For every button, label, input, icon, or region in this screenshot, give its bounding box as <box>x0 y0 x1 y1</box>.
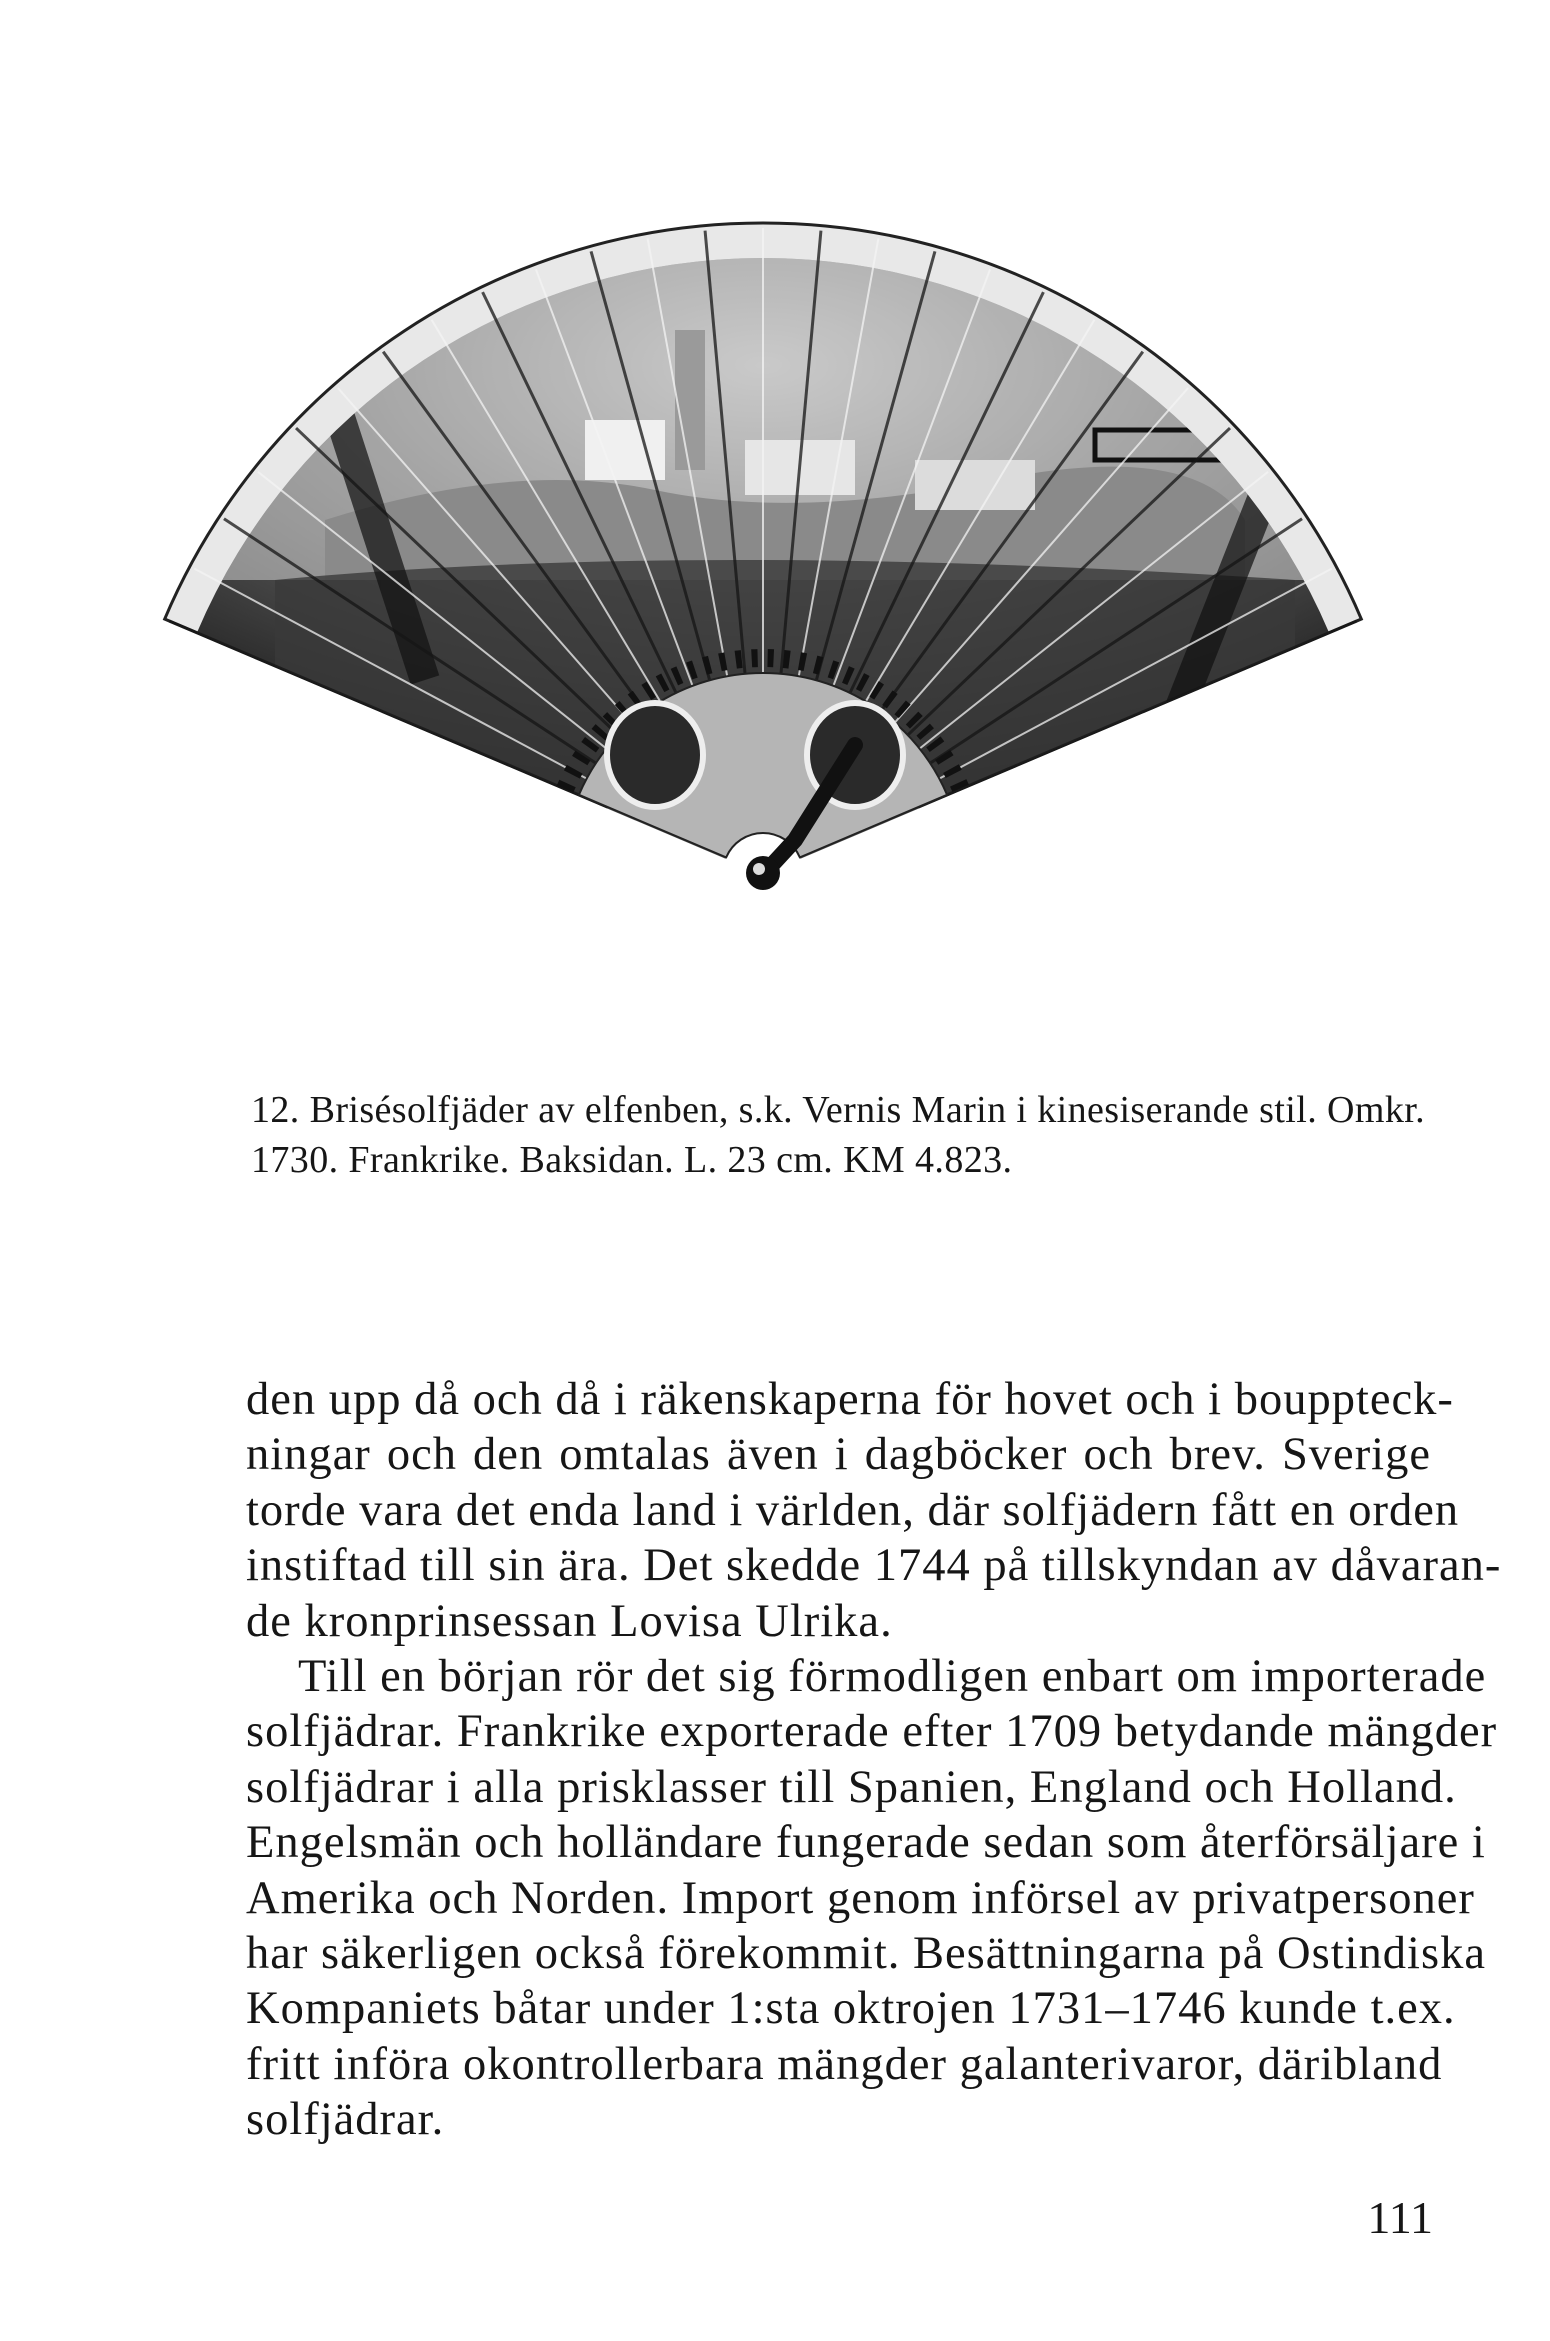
body-line: solfjädrar. <box>246 2094 445 2146</box>
body-line: Engelsmän och holländare fungerade sedan som återförsäljare i <box>246 1817 1486 1869</box>
body-line: torde vara det enda land i världen, där solfjädern fått en orden <box>246 1484 1460 1536</box>
body-line: instiftad till sin ära. Det skedde 1744 på tillskyndan av dåvaran- <box>246 1540 1502 1592</box>
body-line: har säkerligen också förekommit. Besättningarna på Ostindiska <box>246 1928 1486 1980</box>
caption-line: 1730. Frankrike. Baksidan. L. 23 cm. KM 4.823. <box>251 1139 1013 1181</box>
fan-photograph <box>95 160 1435 1060</box>
figure-caption <box>251 1085 1431 1185</box>
body-line: solfjädrar. Frankrike exporterade efter 1709 betydande mängder <box>246 1706 1498 1758</box>
body-line: fritt införa okontrollerbara mängder galanterivaror, däribland <box>246 2038 1443 2090</box>
body-line: solfjädrar i alla prisklasser till Spanien, England och Holland. <box>246 1761 1457 1813</box>
body-text <box>246 1372 1502 2148</box>
body-line: de kronprinsessan Lovisa Ulrika. <box>246 1595 893 1647</box>
page-number: 111 <box>1367 2192 1433 2243</box>
fan-illustration <box>95 160 1435 1060</box>
caption-line: 12. Brisésolfjäder av elfenben, s.k. Vernis Marin i kinesiserande stil. Omkr. <box>251 1089 1426 1131</box>
body-line: den upp då och då i räkenskaperna för hovet och i bouppteck- <box>246 1374 1454 1425</box>
fan-cartouche-left <box>607 703 703 807</box>
body-line: Kompaniets båtar under 1:sta oktrojen 1731–1746 kunde t.ex. <box>246 1983 1456 2035</box>
body-line: ningar och den omtalas även i dagböcker och brev. Sverige <box>246 1429 1431 1481</box>
fan-pivot-highlight <box>753 863 765 875</box>
body-line: Amerika och Norden. Import genom införsel av privatpersoner <box>246 1872 1475 1924</box>
body-line: Till en början rör det sig förmodligen enbart om importerade <box>298 1651 1487 1703</box>
